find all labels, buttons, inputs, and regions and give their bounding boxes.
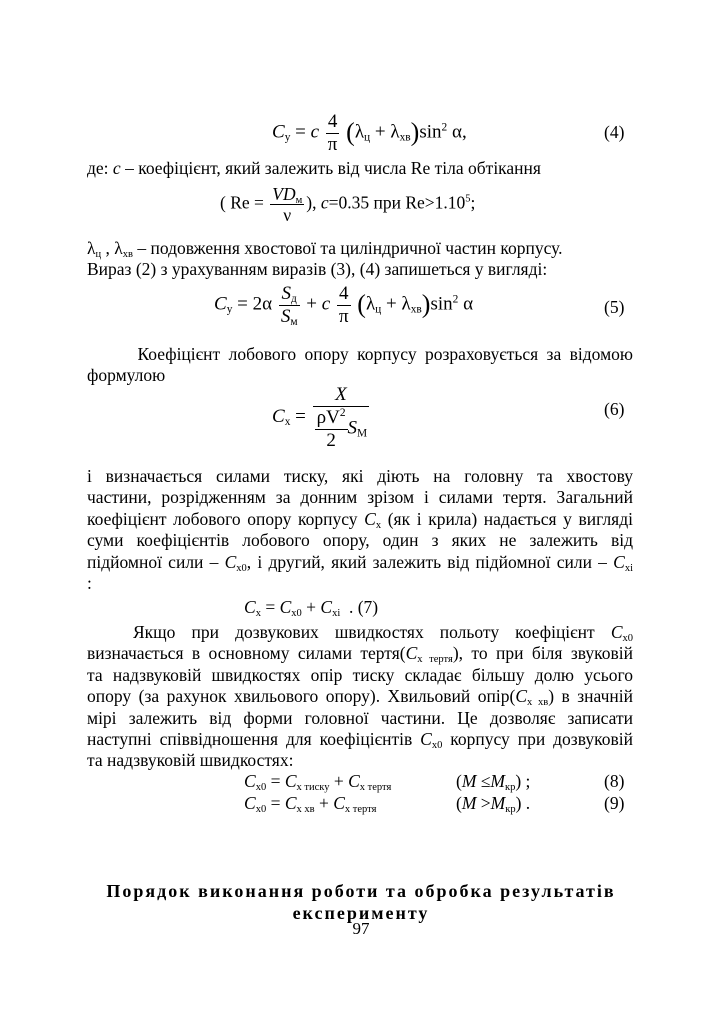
fraction-sd-over-sm: $\frac{S_д}{S_м}$	[280, 283, 298, 328]
condition-9: $(M >M_{кр})$ .	[456, 793, 531, 815]
expression-intro: Вираз (2) з урахуванням виразів (3), (4) запишеться у вигляді:	[87, 259, 548, 279]
equation-5: $C_y = 2\alpha$ $\frac{S_д}{S_м}$ + c $\frac{4}{\pi}$ $(\lambda_ц + \lambda_{хв})\sin^2$ α	[214, 283, 474, 328]
paragraph-drag-coefficient	[87, 344, 633, 387]
equation-8: $C_{x0} = C_{x тиску} + C_{x тертя}$	[244, 771, 392, 793]
equation-number-8: (8)	[604, 771, 625, 791]
where-line: де: c – коефіцієнт, який залежить від числа Re тіла обтікання	[87, 158, 541, 178]
section-heading-line-2: експерименту	[292, 903, 430, 923]
paragraph-line: і визначається силами тиску, які діють на головну та хвостову	[87, 466, 633, 486]
paragraph-line: підйомної сили – $C_{x0}$, і другий, який залежить від підйомної сили – $C_{xi}$	[87, 551, 633, 574]
paragraph-line: опору (за рахунок хвильового опору). Хвильовий $опір(C_{x хв})$ в значній	[87, 686, 633, 709]
lambda-definition: $\lambda_ц$ , $\lambda_{хв}$ – подовження хвостової та циліндричної частин корпусу.	[87, 238, 563, 260]
fraction-vd-over-nu: $\frac{VD_м}{\nu}$	[272, 184, 303, 226]
paragraph-line: коефіцієнт лобового опору корпусу $C_x$ (як і крила) надається у вигляді	[87, 508, 633, 531]
paragraph-line: Коефіцієнт лобового опору корпусу розраховується за відомою	[137, 344, 633, 364]
paragraph-line: формулою	[87, 365, 166, 386]
paragraph-line: суми коефіцієнтів лобового опору, один з яких не залежить від	[87, 530, 633, 551]
page-number: 97	[352, 919, 370, 938]
equation-number-4: (4)	[604, 122, 625, 142]
equation-6: $C_x$ = X $\frac{\rho V^2}{2}$ $S_М$	[272, 384, 368, 451]
reynolds-formula: ( Re = $\frac{VD_м}{\nu}$ ), c=0.35 при $Re>1.10^5$;	[220, 184, 476, 226]
equation-number-6: (6)	[604, 399, 625, 419]
paragraph-line: та надзвуковій швидкостях опір тиску складає більшу долю усього	[87, 664, 633, 685]
paragraph-line: наступні співвідношення для коефіцієнтів $C_{x0}$ корпусу при дозвуковій	[87, 729, 633, 752]
fraction-x-over-dynamic-pressure: X $\frac{\rho V^2}{2}$ $S_М$	[313, 384, 370, 452]
fraction-4-over-pi: $\frac{4}{\pi}$	[327, 111, 338, 155]
equation-7: $C_x = C_{x0} + C_{xi}$ . (7)	[244, 597, 379, 619]
section-heading-line-1: Порядок виконання роботи та обробка результатів	[106, 881, 616, 901]
paragraph-total-drag	[87, 466, 633, 594]
paragraph-line: частини, розрідженням за донним зрізом і силами тертя. Загальний	[87, 487, 633, 508]
equation-number-9: (9)	[604, 793, 625, 813]
condition-8: $(M \le M_{кр})$ ;	[456, 771, 531, 793]
equation-number-5: (5)	[604, 297, 625, 317]
fraction-4-over-pi-5: $\frac{4}{\pi}$	[338, 283, 349, 327]
paragraph-subsonic	[87, 622, 633, 772]
paragraph-line: :	[87, 573, 92, 594]
equation-9: $C_{x0} = C_{x хв} + C_{x тертя}$	[244, 793, 377, 815]
paragraph-line: визначається в основному силами $тертя(C_{x тертя})$, то при біля звуковій	[87, 643, 633, 666]
paragraph-line: мірі залежить від форми головної частини. Це дозволяє записати	[87, 707, 633, 728]
section-heading	[0, 880, 722, 924]
paragraph-line: та надзвуковій швидкостях:	[87, 750, 294, 771]
equation-4: $C_y = c$ $\frac{4}{\pi}$ $(\lambda_ц + \lambda_{хв})\sin^2$ α,	[272, 111, 467, 155]
paragraph-line: Якщо при дозвукових швидкостях польоту коефіцієнт $C_{x0}$	[133, 622, 633, 644]
